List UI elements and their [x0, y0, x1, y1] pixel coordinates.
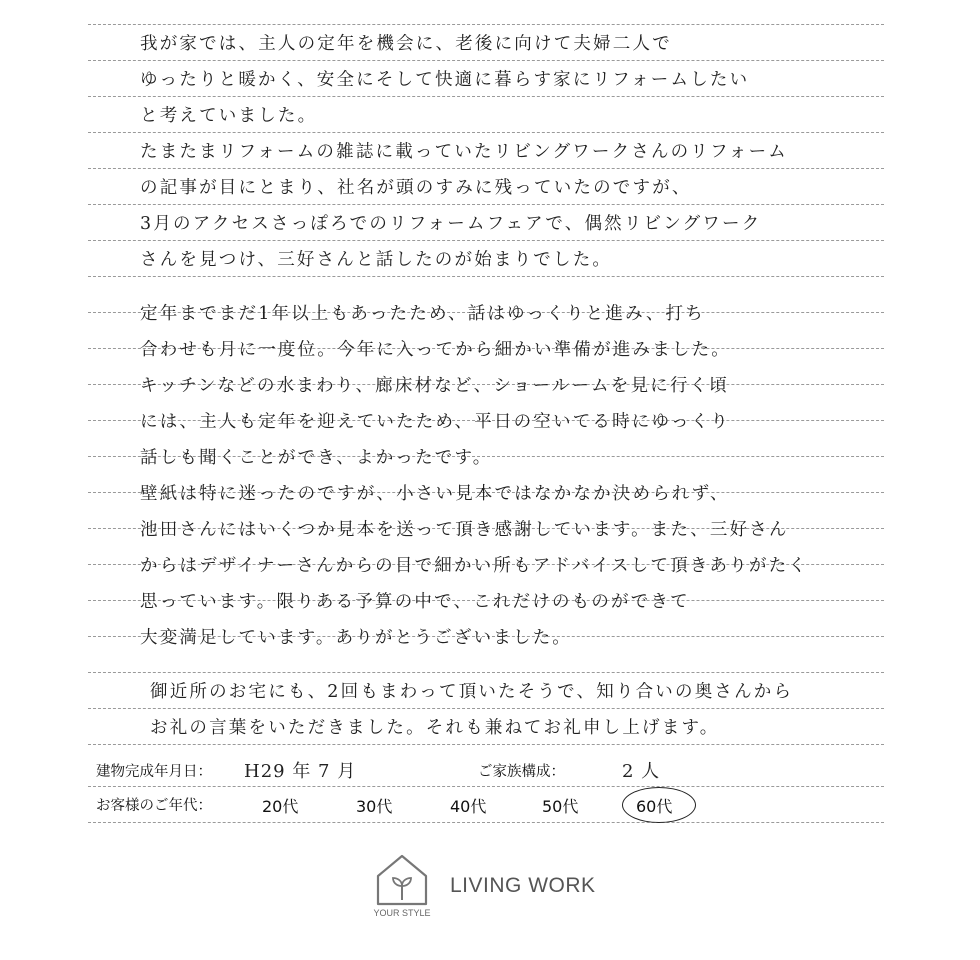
- completion-date-value: H29 年 7 月: [244, 761, 357, 782]
- age-group-label: お客様のご年代：: [96, 798, 212, 814]
- family-size-label: ご家族構成：: [478, 764, 565, 780]
- logo-name: LIVING WORK: [450, 874, 596, 897]
- letter-line: さんを見つけ、三好さんと話したのが始まりでした。: [140, 250, 613, 270]
- ruled-line: [88, 276, 884, 277]
- completion-date-label: 建物完成年月日：: [96, 764, 212, 780]
- age-option-20s: 20代: [262, 797, 299, 816]
- letter-line: には、主人も定年を迎えていたため、平日の空いてる時にゆっくり: [140, 412, 731, 432]
- ruled-line: [88, 168, 884, 169]
- letter-line: たまたまリフォームの雑誌に載っていたリビングワークさんのリフォーム: [140, 142, 788, 162]
- ruled-line: [88, 204, 884, 205]
- age-option-60s: 60代: [636, 797, 673, 816]
- letter-line: からはデザイナーさんからの目で細かい所もアドバイスして頂きありがたく: [140, 556, 809, 576]
- age-option-50s: 50代: [542, 797, 579, 816]
- letter-line: 大変満足しています。ありがとうございました。: [140, 628, 572, 648]
- letter-line: 池田さんにはいくつか見本を送って頂き感謝しています。また、三好さん: [140, 520, 789, 540]
- ruled-line: [88, 744, 884, 745]
- letter-line: ゆったりと暖かく、安全にそして快適に暮らす家にリフォームしたい: [140, 70, 750, 90]
- letter-line: の記事が目にとまり、社名が頭のすみに残っていたのですが、: [140, 178, 692, 198]
- ruled-line: [88, 132, 884, 133]
- letter-line: 3月のアクセスさっぽろでのリフォームフェアで、偶然リビングワーク: [140, 214, 762, 234]
- house-sprout-icon: [372, 852, 432, 908]
- letter-line: 合わせも月に一度位。今年に入ってから細かい準備が進みました。: [140, 340, 731, 360]
- letter-line: 壁紙は特に迷ったのですが、小さい見本ではなかなか決められず、: [140, 484, 730, 504]
- letter-line: 思っています。限りある予算の中で、これだけのものができて: [140, 592, 690, 612]
- letter-line: 話しも聞くことができ、よかったです。: [140, 448, 493, 468]
- age-selected-circle: [622, 787, 696, 823]
- letter-line: 我が家では、主人の定年を機会に、老後に向けて夫婦二人で: [140, 34, 672, 54]
- ruled-line: [88, 672, 884, 673]
- age-option-40s: 40代: [450, 797, 487, 816]
- form-divider: [88, 786, 884, 787]
- ruled-line: [88, 96, 884, 97]
- logo-tagline: YOUR STYLE: [373, 908, 431, 918]
- ruled-line: [88, 60, 884, 61]
- family-size-value: 2 人: [622, 761, 661, 782]
- letter-line: 御近所のお宅にも、2回もまわって頂いたそうで、知り合いの奥さんから: [150, 682, 794, 702]
- ruled-line: [88, 708, 884, 709]
- letter-line: お礼の言葉をいただきました。それも兼ねてお礼申し上げます。: [150, 718, 720, 738]
- age-option-30s: 30代: [356, 797, 393, 816]
- letter-line: と考えていました。: [140, 106, 318, 126]
- form-divider: [88, 822, 884, 823]
- letter-line: 定年までまだ1年以上もあったため、話はゆっくりと進み、打ち: [140, 304, 705, 324]
- ruled-line: [88, 240, 884, 241]
- letter-line: キッチンなどの水まわり、廊床材など、ショールームを見に行く頃: [140, 376, 730, 396]
- ruled-line: [88, 24, 884, 25]
- company-logo: [372, 852, 612, 922]
